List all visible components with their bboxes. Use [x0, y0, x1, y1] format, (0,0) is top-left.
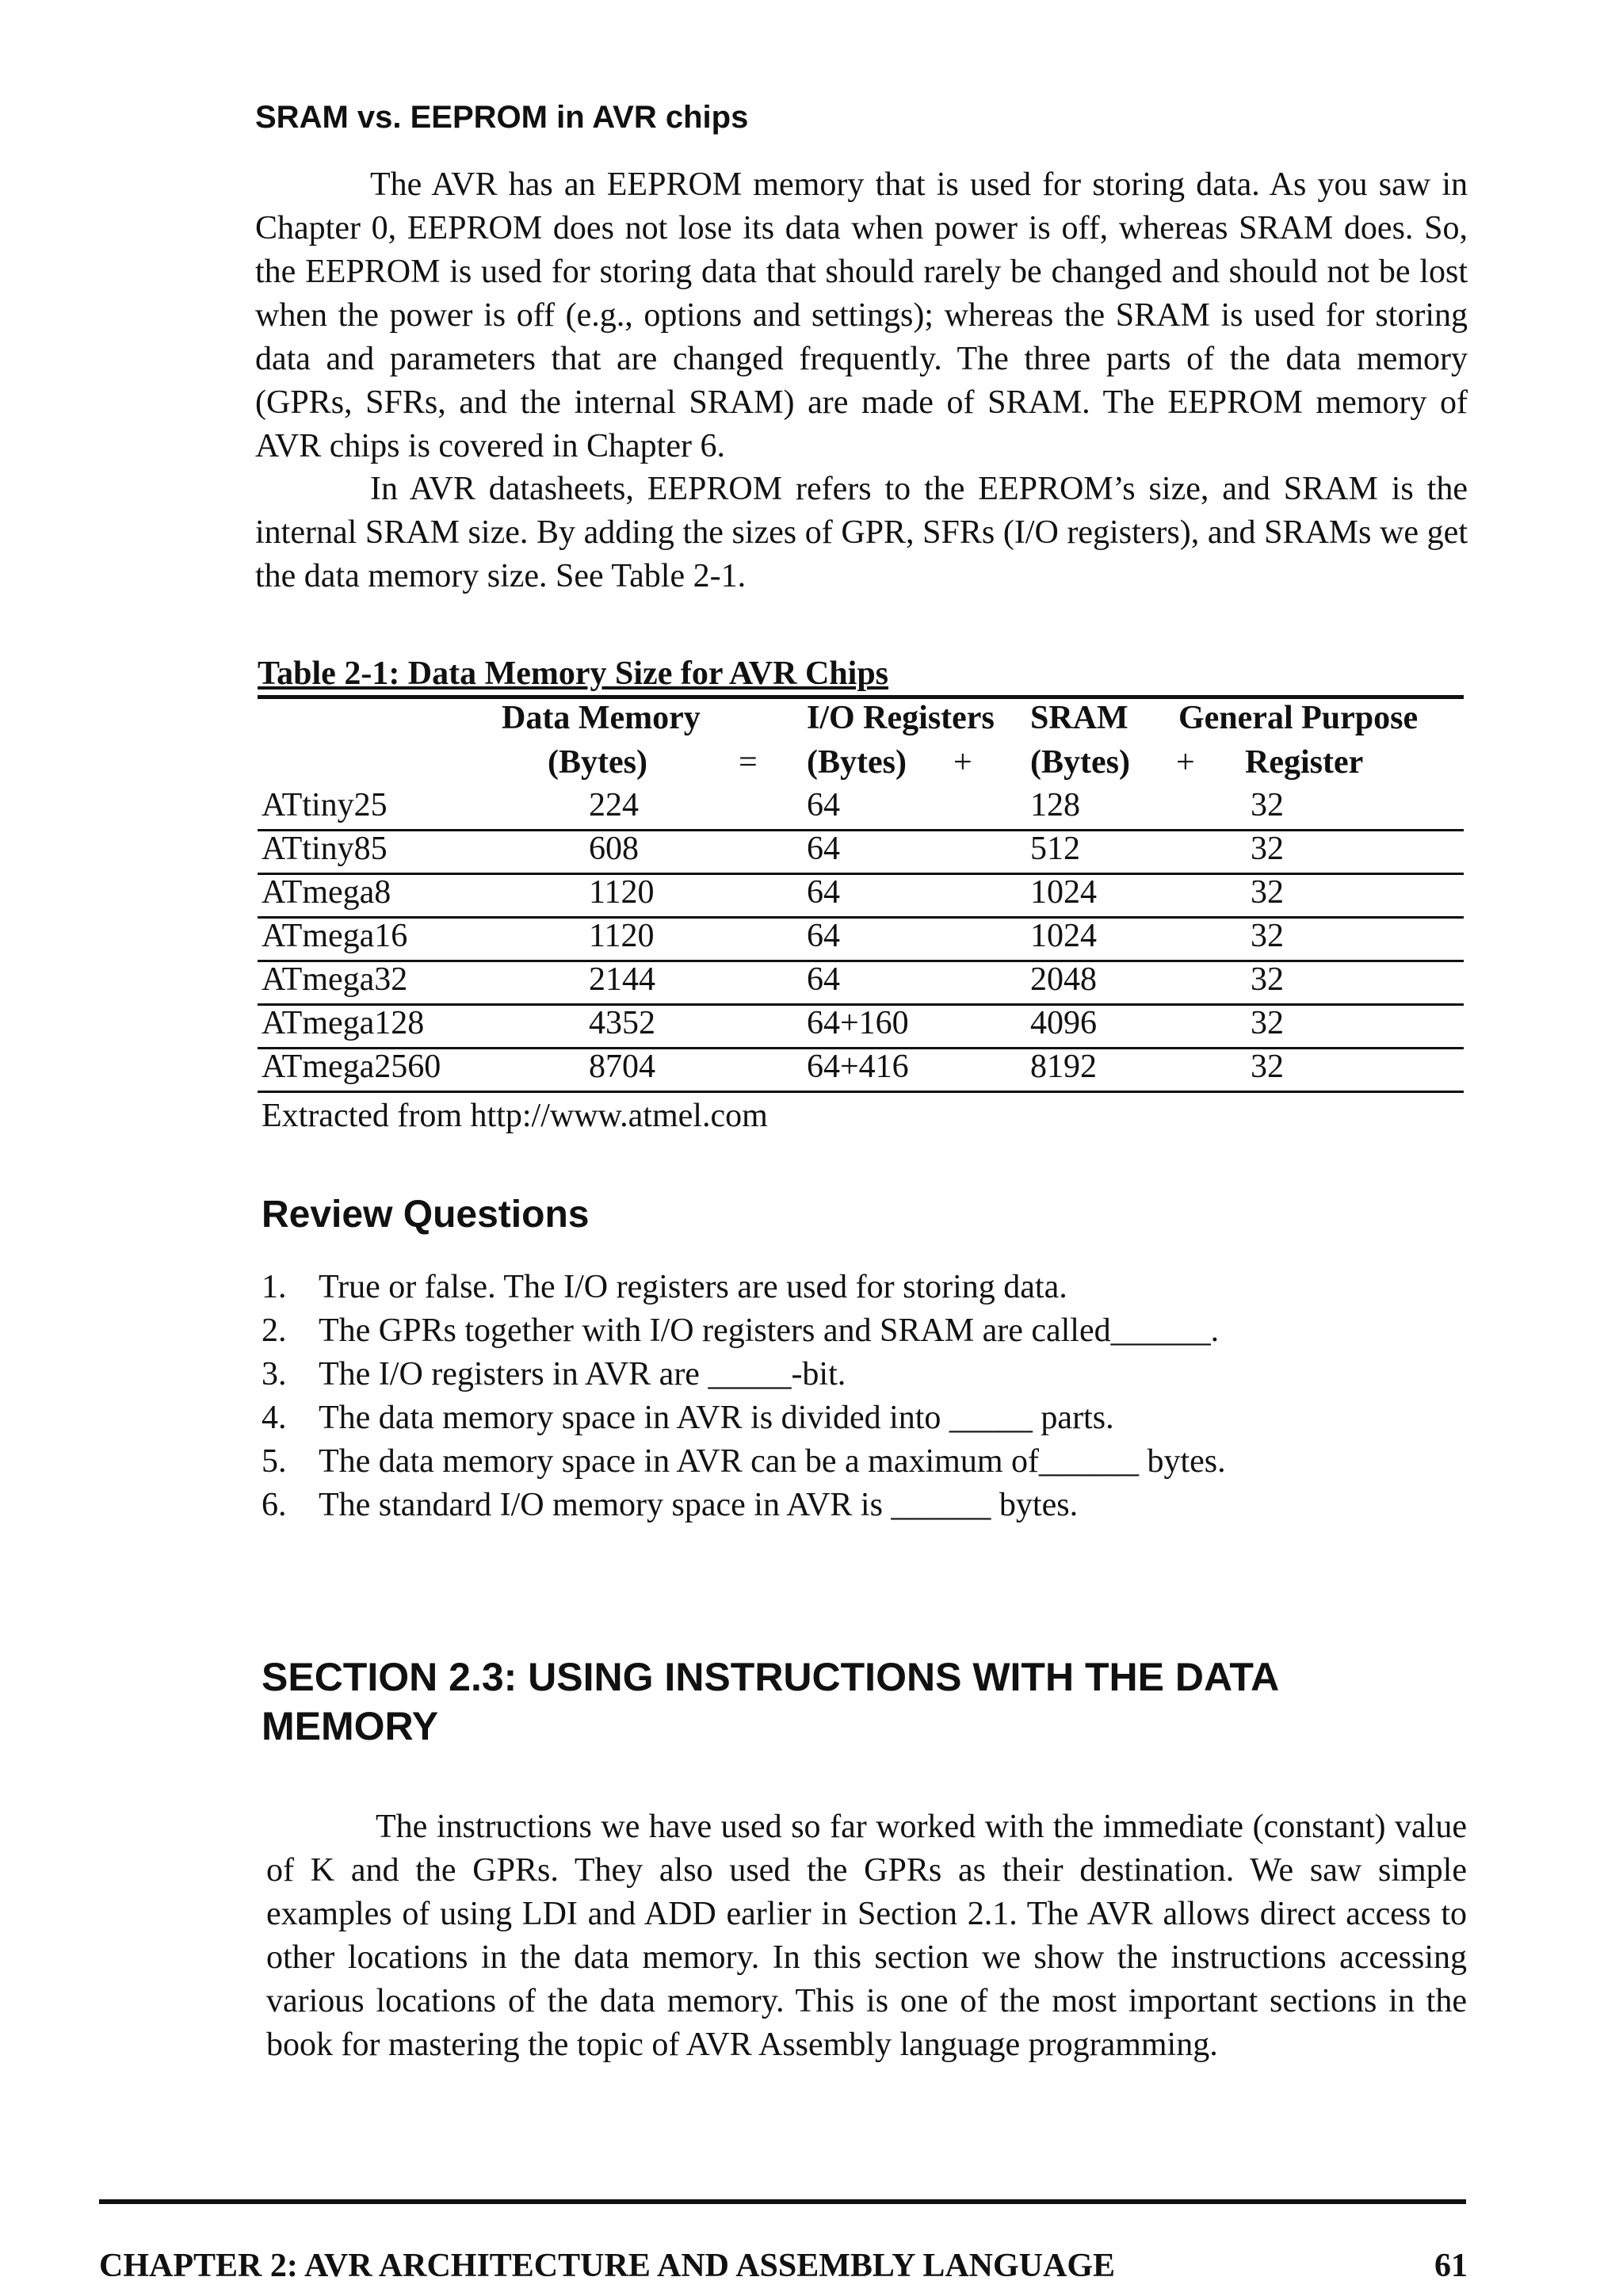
header-io-registers: I/O Registers: [807, 700, 995, 736]
table-cell-sram: 1024: [1030, 874, 1097, 911]
table-cell-register: 32: [1251, 918, 1284, 954]
question-number: 1.: [262, 1269, 287, 1305]
table-cell-io-registers: 64+160: [807, 1005, 909, 1041]
question-text: The GPRs together with I/O registers and SRAM are called______.: [319, 1312, 1220, 1349]
header-register: Register: [1245, 744, 1364, 781]
table-cell-io-registers: 64: [807, 787, 840, 823]
table-cell-data-memory: 8704: [589, 1049, 655, 1085]
table-cell-sram: 4096: [1030, 1005, 1097, 1041]
header-equals-sign: =: [739, 744, 758, 781]
table-cell-chip: ATmega16: [262, 918, 408, 954]
question-text: The data memory space in AVR is divided into _____ parts.: [319, 1400, 1114, 1436]
table-cell-io-registers: 64: [807, 961, 840, 998]
table-cell-data-memory: 4352: [589, 1005, 655, 1041]
table-cell-sram: 1024: [1030, 918, 1097, 954]
question-text: The standard I/O memory space in AVR is ______ bytes.: [319, 1487, 1079, 1523]
question-number: 6.: [262, 1487, 287, 1523]
question-number: 5.: [262, 1443, 287, 1480]
question-text: The data memory space in AVR can be a maximum of______ bytes.: [319, 1443, 1226, 1480]
table-cell-register: 32: [1251, 1005, 1284, 1041]
table-cell-chip: ATtiny25: [262, 787, 388, 823]
table-cell-chip: ATtiny85: [262, 831, 388, 867]
table-cell-data-memory: 2144: [589, 961, 655, 998]
table-source-note: Extracted from http://www.atmel.com: [262, 1098, 768, 1134]
sram-paragraph-1: The AVR has an EEPROM memory that is used for storing data. As you saw in Chapter 0, EEPROM does not lose its data when power is off, whereas SRAM does. So, the EEPROM is used for storing data that should rarely be changed and should not be lost when the power is off (e.g., options and settings); whereas the SRAM is used for storing data and parameters that are changed frequently. The three parts of the data memory (GPRs, SFRs, and the internal SRAM) are made of SRAM. The EEPROM memory of AVR chips is covered in Chapter 6.: [255, 166, 1468, 464]
section-heading-sram-vs-eeprom: SRAM vs. EEPROM in AVR chips: [255, 100, 749, 135]
table-cell-io-registers: 64: [807, 874, 840, 911]
question-text: The I/O registers in AVR are _____-bit.: [319, 1356, 846, 1392]
table-title: Table 2-1: Data Memory Size for AVR Chips: [258, 655, 889, 692]
table-cell-register: 32: [1251, 874, 1284, 911]
section-2-3-paragraph: The instructions we have used so far worked with the immediate (constant) value of K and the GPRs. They also used the GPRs as their destination. We saw simple examples of using LDI and ADD earlier in Section 2.1. The AVR allows direct access to other locations in the data memory. In this section we show the instructions accessing various locations of the data memory. This is one of the most important sections in the book for mastering the topic of AVR Assembly language programming.: [266, 1809, 1467, 2063]
table-cell-sram: 8192: [1030, 1049, 1097, 1085]
table-cell-register: 32: [1251, 961, 1284, 998]
table-cell-data-memory: 1120: [589, 874, 655, 911]
review-questions-heading: Review Questions: [262, 1194, 590, 1236]
question-number: 2.: [262, 1312, 287, 1349]
table-cell-io-registers: 64: [807, 918, 840, 954]
sram-paragraph-2: In AVR datasheets, EEPROM refers to the EEPROM’s size, and SRAM is the internal SRAM size. By adding the sizes of GPR, SFRs (I/O registers), and SRAMs we get the data memory size. See Table 2-1.: [255, 471, 1468, 594]
table-cell-data-memory: 224: [589, 787, 639, 823]
section-2-3-heading: SECTION 2.3: USING INSTRUCTIONS WITH THE DATA MEMORY: [262, 1655, 1278, 1748]
table-cell-io-registers: 64+416: [807, 1049, 909, 1085]
header-bytes-3: (Bytes): [1030, 744, 1130, 781]
header-bytes-1: (Bytes): [548, 744, 647, 781]
table-cell-data-memory: 1120: [589, 918, 655, 954]
question-text: True or false. The I/O registers are used for storing data.: [319, 1269, 1067, 1305]
table-cell-io-registers: 64: [807, 831, 840, 867]
header-plus-sign-1: +: [953, 744, 972, 781]
row-divider: [258, 1091, 1464, 1093]
header-general-purpose: General Purpose: [1178, 700, 1419, 736]
question-number: 3.: [262, 1356, 287, 1392]
header-bytes-2: (Bytes): [807, 744, 907, 781]
table-cell-sram: 128: [1030, 787, 1080, 823]
table-cell-register: 32: [1251, 831, 1284, 867]
page-number: 61: [1434, 2248, 1468, 2284]
table-cell-chip: ATmega32: [262, 961, 408, 998]
header-data-memory: Data Memory: [502, 700, 701, 736]
table-cell-sram: 512: [1030, 831, 1080, 867]
table-cell-chip: ATmega2560: [262, 1049, 441, 1085]
header-sram: SRAM: [1030, 700, 1128, 736]
table-cell-chip: ATmega128: [262, 1005, 425, 1041]
table-cell-register: 32: [1251, 787, 1284, 823]
question-number: 4.: [262, 1400, 287, 1436]
table-cell-sram: 2048: [1030, 961, 1097, 998]
table-cell-data-memory: 608: [589, 831, 639, 867]
header-plus-sign-2: +: [1176, 744, 1195, 781]
table-cell-register: 32: [1251, 1049, 1284, 1085]
footer-rule: [99, 2199, 1466, 2204]
footer-chapter-title: CHAPTER 2: AVR ARCHITECTURE AND ASSEMBLY LANGUAGE: [99, 2248, 1116, 2284]
table-cell-chip: ATmega8: [262, 874, 391, 911]
